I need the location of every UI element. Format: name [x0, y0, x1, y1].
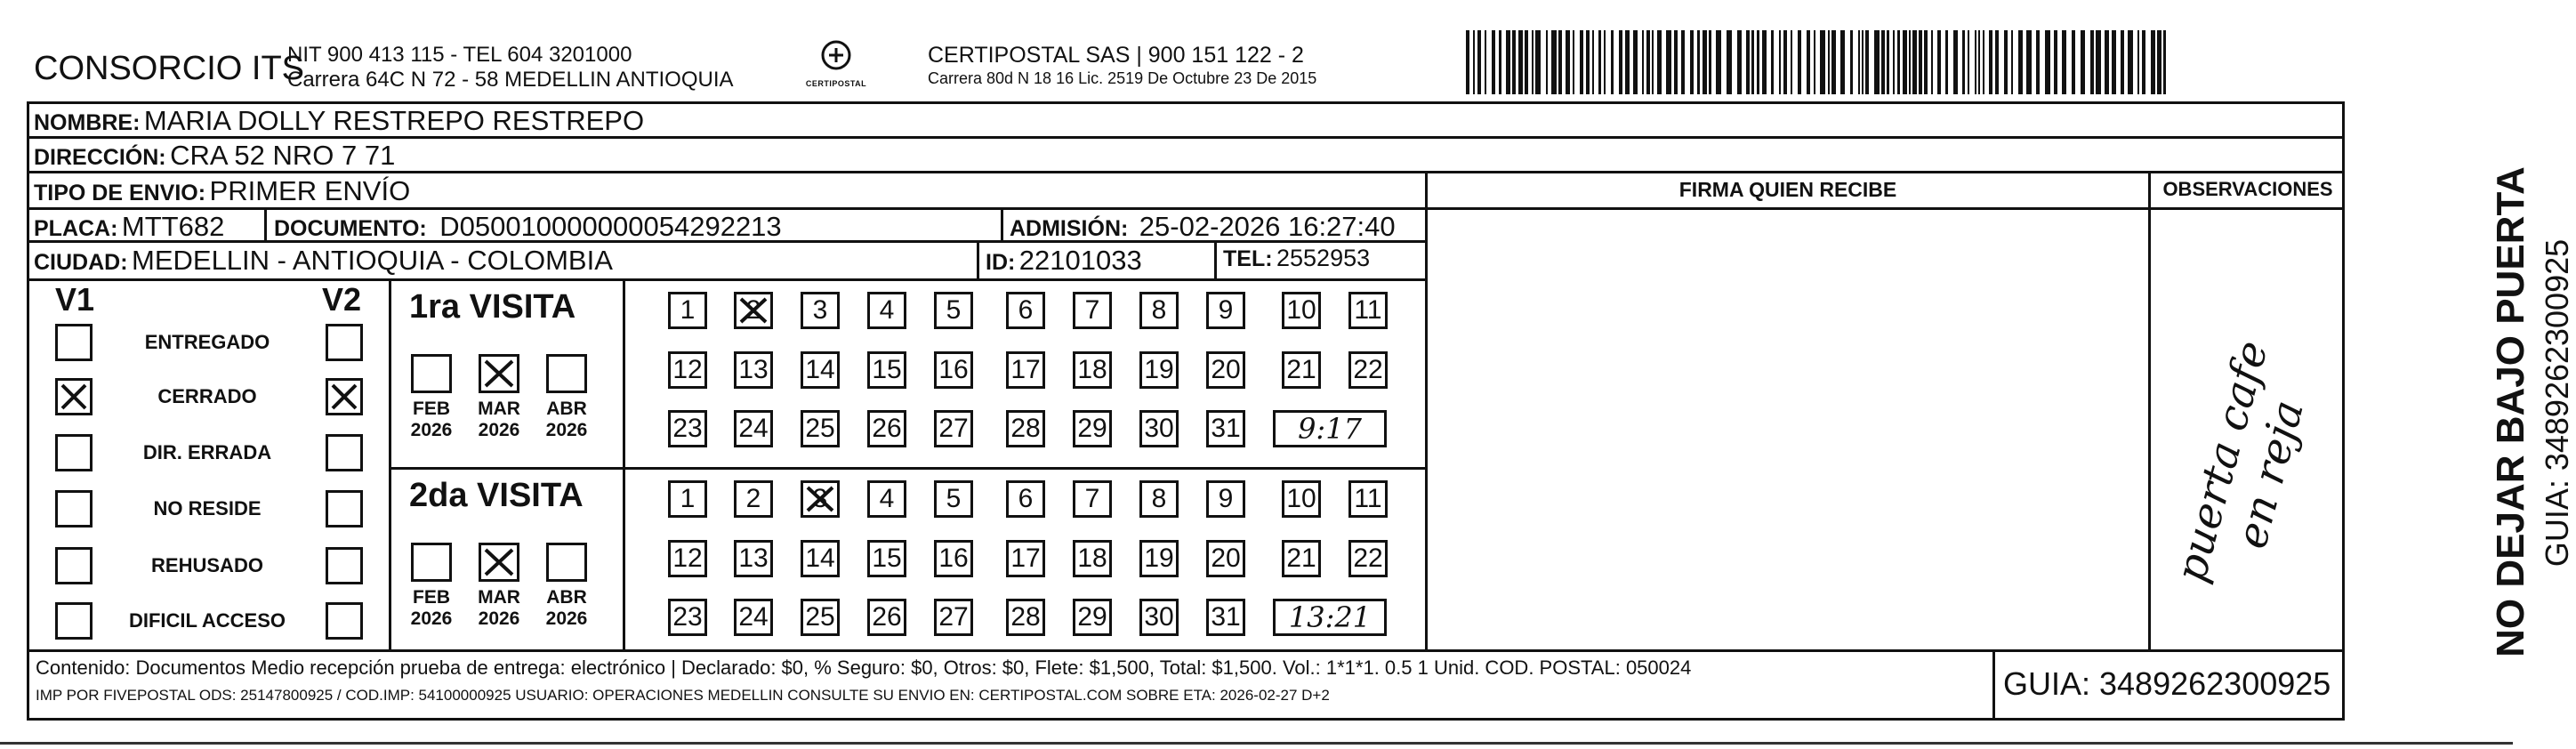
x-mark-icon: [58, 381, 90, 413]
x-mark-icon: [328, 381, 360, 413]
day-cell[interactable]: 20: [1206, 351, 1245, 389]
tel-label: TEL:: [1223, 246, 1273, 271]
day-cell[interactable]: 3: [801, 480, 840, 518]
month-checkbox[interactable]: [411, 543, 452, 582]
day-cell[interactable]: 27: [934, 599, 973, 636]
month-name: ABR: [546, 399, 587, 419]
status-v1-checkbox[interactable]: [55, 324, 93, 361]
tipo-label: TIPO DE ENVIO:: [34, 181, 206, 205]
status-label: DIR. ERRADA: [142, 441, 272, 463]
v1-header: V1: [55, 281, 95, 318]
day-cell[interactable]: 20: [1206, 540, 1245, 577]
day-cell[interactable]: 16: [934, 540, 973, 577]
carrier-address: Carrera 80d N 18 16 Lic. 2519 De Octubre 23 De 2015: [928, 69, 1317, 87]
footer-line1: Contenido: Documentos Medio recepción prueba de entrega: electrónico | Declarado: $0, % Seguro: $0, Otros: $0, Flete: $1,500, Total: $1,500. Vol.: 1*1*1. 0.5 1 Unid. COD. POSTAL: 050024: [36, 656, 1692, 679]
day-cell[interactable]: 9: [1206, 292, 1245, 329]
month-year: 2026: [410, 608, 453, 629]
day-cell[interactable]: 5: [934, 480, 973, 518]
day-cell[interactable]: 21: [1282, 540, 1321, 577]
month-name: FEB: [413, 399, 450, 419]
status-v1-checkbox[interactable]: [55, 378, 93, 415]
month-year: 2026: [545, 420, 588, 440]
month-year: 2026: [545, 608, 588, 629]
day-cell[interactable]: 31: [1206, 599, 1245, 636]
status-v2-checkbox[interactable]: [326, 602, 363, 640]
day-cell[interactable]: 18: [1073, 540, 1112, 577]
day-cell[interactable]: 29: [1073, 410, 1112, 447]
status-v1-checkbox[interactable]: [55, 434, 93, 471]
day-cell[interactable]: 18: [1073, 351, 1112, 389]
day-cell[interactable]: 29: [1073, 599, 1112, 636]
visit-time-box[interactable]: 9:17: [1273, 410, 1387, 447]
x-mark-icon: [737, 294, 770, 326]
month-name: MAR: [478, 587, 520, 608]
month-year: 2026: [478, 420, 520, 440]
direccion-label: DIRECCIÓN:: [34, 145, 166, 170]
day-cell[interactable]: 5: [934, 292, 973, 329]
status-v2-checkbox[interactable]: [326, 324, 363, 361]
day-cell[interactable]: 26: [867, 410, 906, 447]
day-cell[interactable]: 19: [1139, 351, 1179, 389]
footer-line2: IMP POR FIVEPOSTAL ODS: 25147800925 / COD.IMP: 54100000925 USUARIO: OPERACIONES MEDELLIN CONSULTE SU ENVIO EN: CERTIPOSTAL.COM SOBRE ETA: 2026-02-27 D+2: [36, 687, 1330, 704]
admision-value: 25-02-2026 16:27:40: [1139, 211, 1396, 242]
id-label: ID:: [986, 250, 1016, 275]
day-cell[interactable]: 16: [934, 351, 973, 389]
day-cell[interactable]: 11: [1348, 480, 1388, 518]
day-cell[interactable]: 30: [1139, 599, 1179, 636]
day-cell[interactable]: 23: [668, 599, 707, 636]
tel-row: [1223, 245, 1370, 272]
status-label: REHUSADO: [151, 554, 263, 576]
nombre-label: NOMBRE:: [34, 110, 141, 135]
day-cell[interactable]: 7: [1073, 292, 1112, 329]
month-checkbox[interactable]: [411, 354, 452, 393]
carrier-logo-text: CERTIPOSTAL: [805, 79, 867, 88]
side-warning: NO DEJAR BAJO PUERTA: [2489, 166, 2532, 657]
day-cell[interactable]: 11: [1348, 292, 1388, 329]
day-cell[interactable]: 17: [1006, 540, 1045, 577]
placa-value: MTT682: [121, 211, 225, 242]
day-cell[interactable]: 24: [734, 599, 773, 636]
visit-title: 2da VISITA: [409, 477, 584, 514]
documento-label: DOCUMENTO:: [274, 216, 427, 241]
firma-header: FIRMA QUIEN RECIBE: [1678, 178, 1897, 201]
day-cell[interactable]: 12: [668, 540, 707, 577]
day-cell[interactable]: 10: [1282, 480, 1321, 518]
month-label: [535, 399, 598, 441]
ciudad-label: CIUDAD:: [34, 250, 128, 275]
status-label: CERRADO: [157, 385, 257, 407]
x-mark-icon: [481, 357, 517, 391]
day-cell[interactable]: 14: [801, 351, 840, 389]
day-cell[interactable]: 15: [867, 540, 906, 577]
month-name: MAR: [478, 399, 520, 419]
placa-row: [34, 211, 224, 243]
footer-guia: GUIA: 3489262300925: [2003, 665, 2331, 702]
day-cell[interactable]: 13: [734, 540, 773, 577]
nombre-row: [34, 105, 644, 137]
x-mark-icon: [481, 545, 517, 579]
month-checkbox[interactable]: [479, 543, 519, 582]
month-label: [468, 399, 530, 441]
day-cell[interactable]: 3: [801, 292, 840, 329]
placa-label: PLACA:: [34, 216, 118, 241]
month-checkbox[interactable]: [546, 354, 587, 393]
month-label: [400, 587, 463, 630]
month-year: 2026: [410, 420, 453, 440]
day-cell[interactable]: 22: [1348, 351, 1388, 389]
day-cell[interactable]: 26: [867, 599, 906, 636]
v2-header: V2: [322, 281, 362, 318]
company-name: CONSORCIO ITS: [34, 50, 305, 87]
day-cell[interactable]: 14: [801, 540, 840, 577]
day-cell[interactable]: 15: [867, 351, 906, 389]
carrier-logo: [805, 39, 867, 94]
status-v2-checkbox[interactable]: [326, 490, 363, 528]
month-checkbox[interactable]: [546, 543, 587, 582]
day-cell[interactable]: 28: [1006, 599, 1045, 636]
status-v1-checkbox[interactable]: [55, 547, 93, 584]
day-cell[interactable]: 1: [668, 292, 707, 329]
month-label: [468, 587, 530, 630]
day-cell[interactable]: 17: [1006, 351, 1045, 389]
direccion-value: CRA 52 NRO 7 71: [170, 140, 396, 171]
barcode-icon: [1466, 30, 2170, 94]
status-v2-checkbox[interactable]: [326, 434, 363, 471]
status-v1-checkbox[interactable]: [55, 602, 93, 640]
documento-row: [274, 211, 782, 243]
observacion-handwritten: puerta cafe en reja: [2165, 335, 2314, 588]
day-cell[interactable]: 19: [1139, 540, 1179, 577]
day-cell[interactable]: 30: [1139, 410, 1179, 447]
day-cell[interactable]: 13: [734, 351, 773, 389]
admision-label: ADMISIÓN:: [1010, 216, 1129, 241]
x-mark-icon: [803, 483, 837, 515]
side-guia: GUIA: 3489262300925: [2539, 238, 2575, 568]
day-cell[interactable]: 31: [1206, 410, 1245, 447]
day-cell[interactable]: 23: [668, 410, 707, 447]
status-v2-checkbox[interactable]: [326, 547, 363, 584]
day-cell[interactable]: 6: [1006, 292, 1045, 329]
month-label: [400, 399, 463, 441]
direccion-row: [34, 140, 395, 172]
day-cell[interactable]: 25: [801, 599, 840, 636]
ciudad-value: MEDELLIN - ANTIOQUIA - COLOMBIA: [132, 245, 613, 276]
visit-title: 1ra VISITA: [409, 288, 576, 326]
day-cell[interactable]: 2: [734, 480, 773, 518]
tipo-value: PRIMER ENVÍO: [209, 175, 411, 206]
barcode: [1466, 30, 2170, 94]
signature-area[interactable]: [1428, 210, 2148, 649]
ciudad-row: [34, 245, 613, 277]
month-label: [535, 587, 598, 630]
day-cell[interactable]: 1: [668, 480, 707, 518]
status-label: ENTREGADO: [144, 331, 270, 353]
day-cell[interactable]: 10: [1282, 292, 1321, 329]
day-cell[interactable]: 22: [1348, 540, 1388, 577]
day-cell[interactable]: 24: [734, 410, 773, 447]
day-cell[interactable]: 12: [668, 351, 707, 389]
day-cell[interactable]: 21: [1282, 351, 1321, 389]
company-nit: NIT 900 413 115 - TEL 604 3201000: [287, 43, 632, 67]
status-v2-checkbox[interactable]: [326, 378, 363, 415]
day-cell[interactable]: 25: [801, 410, 840, 447]
day-cell[interactable]: 8: [1139, 292, 1179, 329]
status-v1-checkbox[interactable]: [55, 490, 93, 528]
carrier-line: CERTIPOSTAL SAS | 900 151 122 - 2: [928, 43, 1304, 68]
tel-value: 2552953: [1276, 245, 1371, 271]
carrier-logo-icon: [805, 39, 867, 75]
id-value: 22101033: [1018, 245, 1142, 276]
day-cell[interactable]: 6: [1006, 480, 1045, 518]
day-cell[interactable]: 9: [1206, 480, 1245, 518]
month-name: ABR: [546, 587, 587, 608]
day-cell[interactable]: 4: [867, 480, 906, 518]
observaciones-header: OBSERVACIONES: [2162, 178, 2333, 200]
nombre-value: MARIA DOLLY RESTREPO RESTREPO: [143, 105, 645, 136]
documento-value: D050010000000054292213: [439, 211, 782, 242]
tipo-row: [34, 175, 410, 207]
admision-row: [1010, 211, 1396, 243]
visit-time-box[interactable]: 13:21: [1273, 599, 1387, 636]
day-cell[interactable]: 8: [1139, 480, 1179, 518]
month-name: FEB: [413, 587, 450, 608]
month-year: 2026: [478, 608, 520, 629]
day-cell[interactable]: 2: [734, 292, 773, 329]
status-label: NO RESIDE: [153, 497, 262, 519]
status-label: DIFICIL ACCESO: [128, 609, 286, 632]
id-row: [986, 245, 1142, 277]
day-cell[interactable]: 28: [1006, 410, 1045, 447]
day-cell[interactable]: 27: [934, 410, 973, 447]
day-cell[interactable]: 7: [1073, 480, 1112, 518]
company-address: Carrera 64C N 72 - 58 MEDELLIN ANTIOQUIA: [287, 68, 734, 92]
month-checkbox[interactable]: [479, 354, 519, 393]
day-cell[interactable]: 4: [867, 292, 906, 329]
